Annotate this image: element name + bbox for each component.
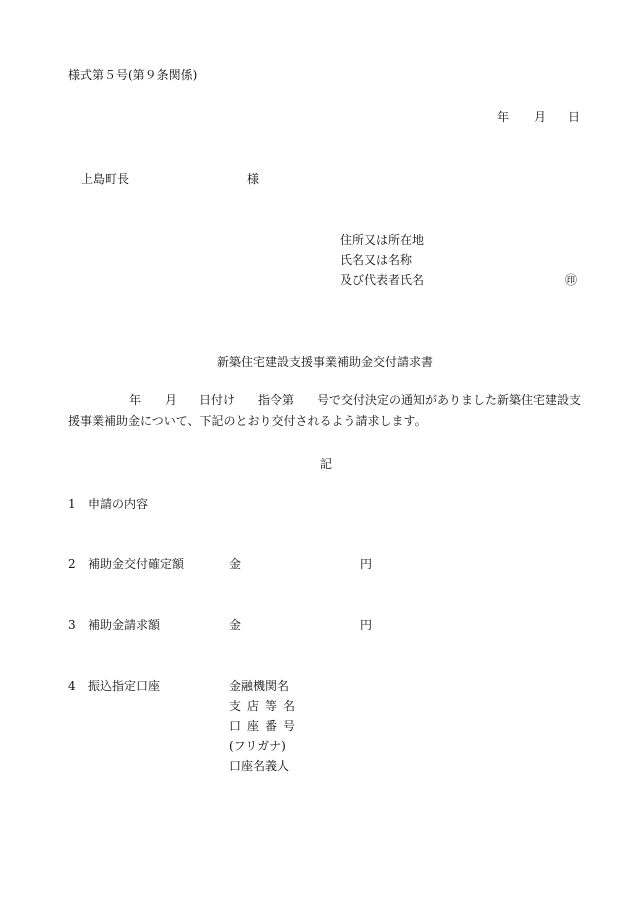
account-number-label: 口座番号 [229, 719, 302, 733]
item-2-number: 2 [68, 557, 76, 571]
item-3-label: 補助金請求額 [88, 618, 161, 632]
applicant-representative-label: 及び代表者氏名 [340, 273, 425, 287]
body-line1-rest: 号で交付決定の通知がありました新築住宅建設支 [317, 393, 582, 407]
item-3-kin: 金 [229, 618, 242, 632]
form-number-label: 様式第５号(第９条関係) [68, 68, 198, 82]
date-day-label: 日 [568, 110, 581, 124]
bank-name-label: 金融機関名 [229, 679, 290, 693]
body-day-dated: 日付け [199, 393, 236, 407]
item-2-label: 補助金交付確定額 [88, 557, 185, 571]
date-year-label: 年 [497, 110, 510, 124]
addressee-honorific: 様 [247, 172, 260, 186]
seal-mark: ㊞ [565, 273, 578, 287]
applicant-address-label: 住所又は所在地 [340, 233, 425, 247]
item-1-label: 申請の内容 [88, 497, 149, 511]
document-title: 新築住宅建設支援事業補助金交付請求書 [217, 355, 434, 369]
ki-heading: 記 [320, 457, 333, 471]
bank-account-fields [229, 679, 301, 779]
account-holder-label: 口座名義人 [229, 759, 290, 773]
item-2-yen: 円 [360, 557, 373, 571]
body-year: 年 [129, 393, 142, 407]
item-4-number: 4 [68, 679, 76, 693]
date-month-label: 月 [534, 110, 547, 124]
branch-name-label: 支店等名 [229, 699, 302, 713]
item-4-label: 振込指定口座 [88, 679, 161, 693]
item-1-number: 1 [68, 497, 76, 511]
addressee-name: 上島町長 [81, 172, 130, 186]
furigana-label: (フリガナ) [229, 739, 286, 753]
applicant-name-label: 氏名又は名称 [340, 253, 413, 267]
body-line2: 援事業補助金について、下記のとおり交付されるよう請求します。 [68, 414, 427, 428]
item-3-number: 3 [68, 618, 76, 632]
body-shirei: 指令第 [258, 393, 295, 407]
item-2-kin: 金 [229, 557, 242, 571]
body-month: 月 [165, 393, 178, 407]
item-3-yen: 円 [360, 618, 373, 632]
